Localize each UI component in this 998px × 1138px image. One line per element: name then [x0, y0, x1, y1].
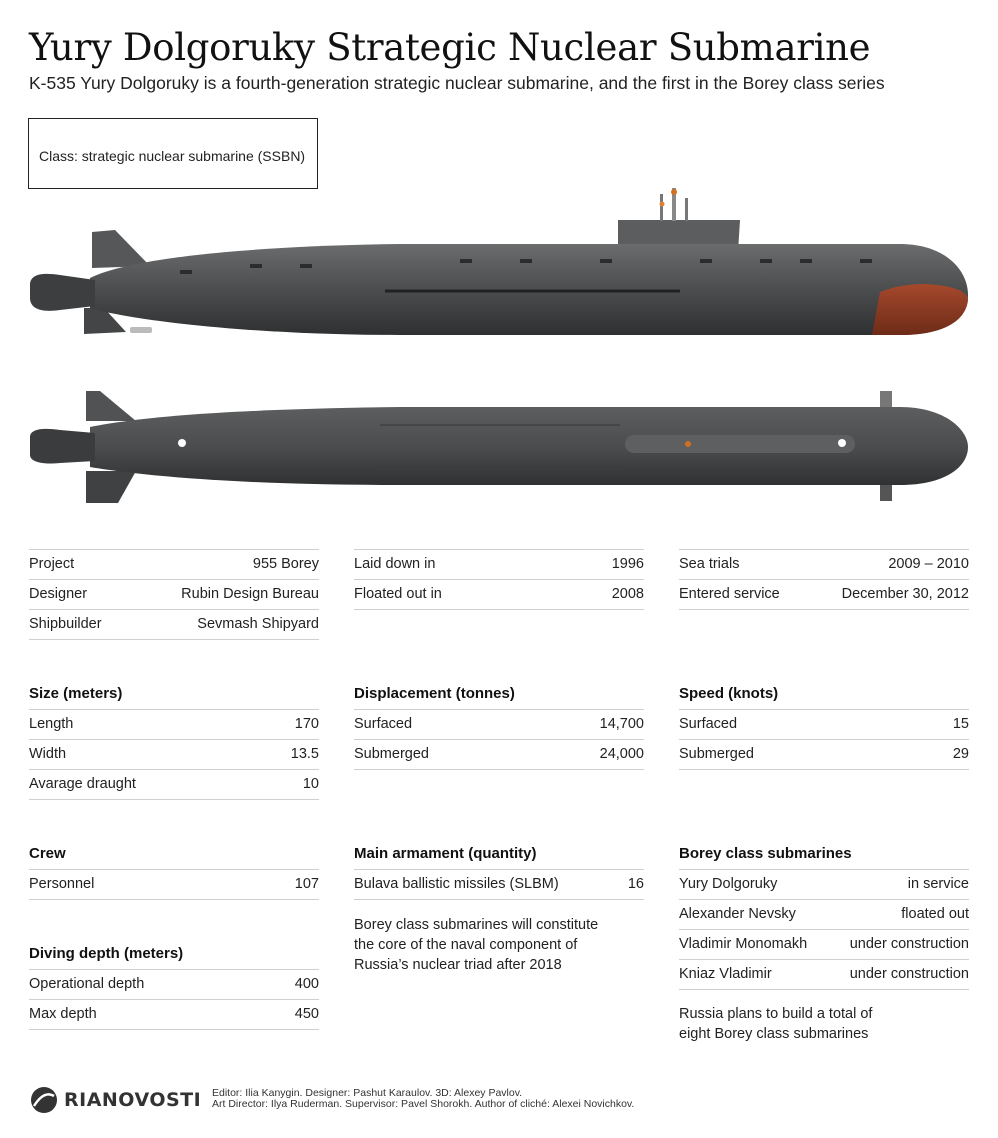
borey-section — [679, 839, 969, 1044]
bow-section — [872, 284, 968, 335]
crew-section — [29, 839, 319, 900]
logo-text: RIANOVOSTI — [64, 1089, 202, 1111]
sail-top — [625, 435, 855, 453]
spec-row: Sea trials 2009 – 2010 — [679, 549, 969, 580]
section-heading: Speed (knots) — [679, 679, 969, 710]
spec-row: Kniaz Vladimir under construction — [679, 960, 969, 990]
spec-row: Personnel 107 — [29, 870, 319, 900]
spec-row: Operational depth 400 — [29, 970, 319, 1000]
spec-row: Laid down in 1996 — [354, 549, 644, 580]
section-heading: Size (meters) — [29, 679, 319, 710]
class-label: Class: strategic nuclear submarine (SSBN) — [39, 148, 306, 164]
page-subtitle: K-535 Yury Dolgoruky is a fourth-generation strategic nuclear submarine, and the first in the Borey class series — [29, 73, 885, 93]
spec-row: Entered service December 30, 2012 — [679, 580, 969, 610]
spec-row: Submerged 24,000 — [354, 740, 644, 770]
page-title: Yury Dolgoruky Strategic Nuclear Submarine — [29, 26, 871, 69]
spec-row: Floated out in 2008 — [354, 580, 644, 610]
spec-row: Max depth 450 — [29, 1000, 319, 1030]
section-heading: Borey class submarines — [679, 839, 969, 870]
ria-logo-icon — [30, 1086, 58, 1114]
spec-row: Yury Dolgoruky in service — [679, 870, 969, 900]
upper-rudder — [92, 230, 150, 268]
ria-novosti-logo — [30, 1086, 201, 1114]
diving-section — [29, 939, 319, 1030]
spec-row: Vladimir Monomakh under construction — [679, 930, 969, 960]
spec-row: Designer Rubin Design Bureau — [29, 580, 319, 610]
borey-note: Russia plans to build a total of eight Borey class submarines — [679, 1006, 873, 1042]
spec-row: Project 955 Borey — [29, 549, 319, 580]
submarine-side-view — [0, 180, 998, 350]
spec-row: Submerged 29 — [679, 740, 969, 770]
general-col-3 — [679, 549, 969, 610]
credits-line-1: Editor: Ilia Kanygin. Designer: Pashut Karaulov. 3D: Alexey Pavlov. — [212, 1087, 523, 1099]
section-heading: Diving depth (meters) — [29, 939, 319, 970]
spec-row: Shipbuilder Sevmash Shipyard — [29, 610, 319, 640]
spec-row: Length 170 — [29, 710, 319, 740]
speed-section — [679, 679, 969, 770]
spec-row: Avarage draught 10 — [29, 770, 319, 800]
general-col-1 — [29, 549, 319, 640]
section-heading: Main armament (quantity) — [354, 839, 644, 870]
section-heading: Crew — [29, 839, 319, 870]
spec-row: Bulava ballistic missiles (SLBM) 16 — [354, 870, 644, 900]
spec-row: Surfaced 14,700 — [354, 710, 644, 740]
displacement-section — [354, 679, 644, 770]
size-section — [29, 679, 319, 800]
spec-row: Alexander Nevsky floated out — [679, 900, 969, 930]
propulsor — [30, 274, 95, 311]
spec-row: Width 13.5 — [29, 740, 319, 770]
section-heading: Displacement (tonnes) — [354, 679, 644, 710]
armament-note: Borey class submarines will constitute the core of the naval component of Russia’s nuclear triad after 2018 — [354, 917, 599, 973]
class-box — [28, 118, 318, 189]
general-col-2 — [354, 549, 644, 610]
credits-line-2: Art Director: Ilya Ruderman. Supervisor: Pavel Shorokh. Author of cliché: Alexei Novichkov. — [212, 1098, 635, 1110]
scale-car — [130, 327, 152, 333]
submarine-top-view — [0, 385, 998, 510]
spec-row: Surfaced 15 — [679, 710, 969, 740]
armament-section — [354, 839, 644, 975]
credits — [212, 1088, 634, 1110]
